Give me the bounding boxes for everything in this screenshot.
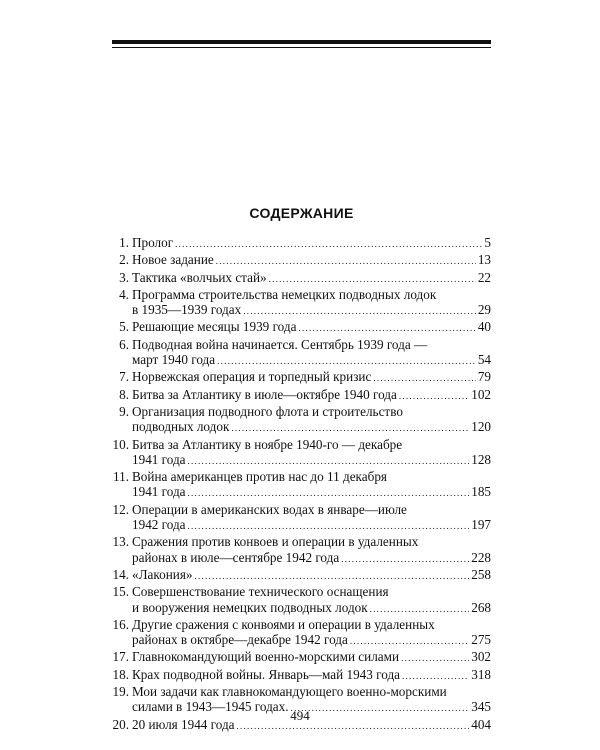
toc-leader-dots xyxy=(243,302,476,319)
toc-entry-title: районах в июле—сентябре 1942 года xyxy=(132,549,340,565)
toc-entry-number: 19. xyxy=(112,684,129,700)
toc-entry-number: 7. xyxy=(119,369,129,385)
toc-leader-dots xyxy=(298,319,475,336)
toc-entry-number: 9. xyxy=(119,403,129,419)
toc-entry-title: 1941 года xyxy=(132,451,186,467)
header-rule-thick xyxy=(112,40,491,44)
toc-entry xyxy=(112,387,491,404)
toc-entry xyxy=(112,667,491,684)
toc-entry-title: подводных лодок xyxy=(132,419,230,435)
toc-entry-title-line: Операции в американских водах в январе—июле xyxy=(132,501,407,517)
toc-entry-title-line: Война американцев против нас до 11 декабря xyxy=(132,469,387,485)
toc-entry-number: 11. xyxy=(113,469,129,485)
toc-entry-title: 1942 года xyxy=(132,517,186,533)
toc-leader-dots xyxy=(401,649,469,666)
toc-entry-number: 18. xyxy=(112,666,129,682)
toc-entry-number: 20. xyxy=(112,716,129,732)
toc-entry xyxy=(112,469,491,502)
toc-entry-title: районах в октябре—декабре 1942 года xyxy=(132,632,348,648)
toc-entry xyxy=(112,502,491,535)
toc-entry-title: 20 июля 1944 года xyxy=(132,716,235,732)
toc-entry-title-line: Организация подводного флота и строительство xyxy=(132,403,403,419)
toc-entry xyxy=(112,319,491,336)
toc-entry xyxy=(112,404,491,437)
toc-entry-page: 404 xyxy=(471,716,491,732)
toc-entry-page: 54 xyxy=(477,352,491,368)
toc-entry-page: 345 xyxy=(471,699,491,715)
toc-entry-number: 1. xyxy=(119,235,129,250)
page-number: 494 xyxy=(290,708,310,723)
toc-entry-page: 302 xyxy=(471,649,491,665)
toc-entry-number: 6. xyxy=(119,336,129,352)
toc-entry-page: 228 xyxy=(471,549,491,565)
toc-entry xyxy=(112,649,491,666)
toc-leader-dots xyxy=(216,252,476,269)
toc-entry xyxy=(112,437,491,470)
toc-entry-page: 5 xyxy=(484,235,491,250)
toc-entry-title: 1941 года xyxy=(132,484,186,500)
toc-entry-title-line: Мои задачи как главнокомандующего военно-морскими xyxy=(132,684,447,700)
toc-entry-title-line: Подводная война начинается. Сентябрь 1939 года — xyxy=(132,336,428,352)
toc-leader-dots xyxy=(373,369,475,386)
toc-entry-page: 275 xyxy=(471,632,491,648)
toc-entry-title: Пролог xyxy=(132,235,174,250)
toc-entry-page: 318 xyxy=(471,666,491,682)
toc-entry-page: 102 xyxy=(471,386,491,402)
table-of-contents xyxy=(112,235,491,734)
toc-entry-title: и вооружения немецких подводных лодок xyxy=(132,599,368,615)
toc-leader-dots xyxy=(217,352,476,369)
toc-entry-title-line: Сражения против конвоев и операции в удаленных xyxy=(132,534,419,550)
toc-entry-number: 12. xyxy=(112,501,129,517)
toc-entry-title: Новое задание xyxy=(132,252,214,268)
toc-entry-title: в 1935—1939 годах xyxy=(132,302,242,318)
toc-entry-number: 4. xyxy=(119,286,129,302)
toc-entry-title-line: Другие сражения с конвоями и операции в удаленных xyxy=(132,616,435,632)
toc-leader-dots xyxy=(350,632,469,649)
toc-leader-dots xyxy=(175,235,482,252)
toc-entry-page: 128 xyxy=(471,451,491,467)
header-rule-thin xyxy=(112,47,491,48)
toc-entry-page: 79 xyxy=(477,369,491,385)
toc-entry-page: 268 xyxy=(471,599,491,615)
toc-entry-title-line: Битва за Атлантику в ноябре 1940-го — декабре xyxy=(132,436,403,452)
toc-leader-dots xyxy=(341,550,469,567)
toc-entry xyxy=(112,252,491,269)
toc-entry-title: Решающие месяцы 1939 года xyxy=(132,319,297,335)
toc-entry-number: 8. xyxy=(119,386,129,402)
toc-leader-dots xyxy=(231,419,469,436)
toc-entry-page: 13 xyxy=(477,252,491,268)
toc-entry-page: 185 xyxy=(471,484,491,500)
toc-leader-dots xyxy=(402,667,469,684)
toc-entry xyxy=(112,369,491,386)
toc-leader-dots xyxy=(370,600,470,617)
toc-entry-title: «Лакония» xyxy=(132,566,193,582)
toc-entry xyxy=(112,534,491,567)
toc-entry-page: 120 xyxy=(471,419,491,435)
toc-entry-number: 17. xyxy=(112,649,129,665)
toc-leader-dots xyxy=(269,270,476,287)
toc-entry-title: Норвежская операция и торпедный кризис xyxy=(132,369,372,385)
toc-entry-page: 22 xyxy=(477,269,491,285)
toc-entry xyxy=(112,270,491,287)
toc-leader-dots xyxy=(399,387,469,404)
toc-entry-title-line: Совершенствование технического оснащения xyxy=(132,584,389,600)
toc-leader-dots xyxy=(188,517,470,534)
toc-entry-page: 258 xyxy=(471,566,491,582)
toc-entry-number: 3. xyxy=(119,269,129,285)
toc-leader-dots xyxy=(188,452,470,469)
toc-entry-number: 16. xyxy=(112,616,129,632)
toc-entry-title: силами в 1943—1945 годах. xyxy=(132,699,289,715)
toc-entry xyxy=(112,567,491,584)
toc-entry-title: Тактика «волчьих стай» xyxy=(132,269,267,285)
toc-entry-title: Главнокомандующий военно-морскими силами xyxy=(132,649,400,665)
toc-entry xyxy=(112,617,491,650)
toc-entry-title: март 1940 года xyxy=(132,352,216,368)
toc-entry-number: 2. xyxy=(119,252,129,268)
toc-entry-number: 5. xyxy=(119,319,129,335)
toc-entry xyxy=(112,287,491,320)
toc-entry-number: 10. xyxy=(112,436,129,452)
toc-entry-title: Битва за Атлантику в июле—октябре 1940 года xyxy=(132,386,397,402)
toc-entry-page: 197 xyxy=(471,517,491,533)
toc-entry-number: 13. xyxy=(112,534,129,550)
toc-entry xyxy=(112,584,491,617)
toc-entry-number: 15. xyxy=(112,584,129,600)
toc-entry xyxy=(112,235,491,252)
toc-entry-title-line: Программа строительства немецких подводных лодок xyxy=(132,286,437,302)
toc-heading: СОДЕРЖАНИЕ xyxy=(249,205,354,221)
toc-entry-page: 40 xyxy=(477,319,491,335)
toc-entry-number: 14. xyxy=(112,566,129,582)
toc-leader-dots xyxy=(195,567,470,584)
toc-entry-title: Крах подводной войны. Январь—май 1943 года xyxy=(132,666,401,682)
toc-entry xyxy=(112,337,491,370)
toc-entry-page: 29 xyxy=(477,302,491,318)
toc-leader-dots xyxy=(188,484,470,501)
